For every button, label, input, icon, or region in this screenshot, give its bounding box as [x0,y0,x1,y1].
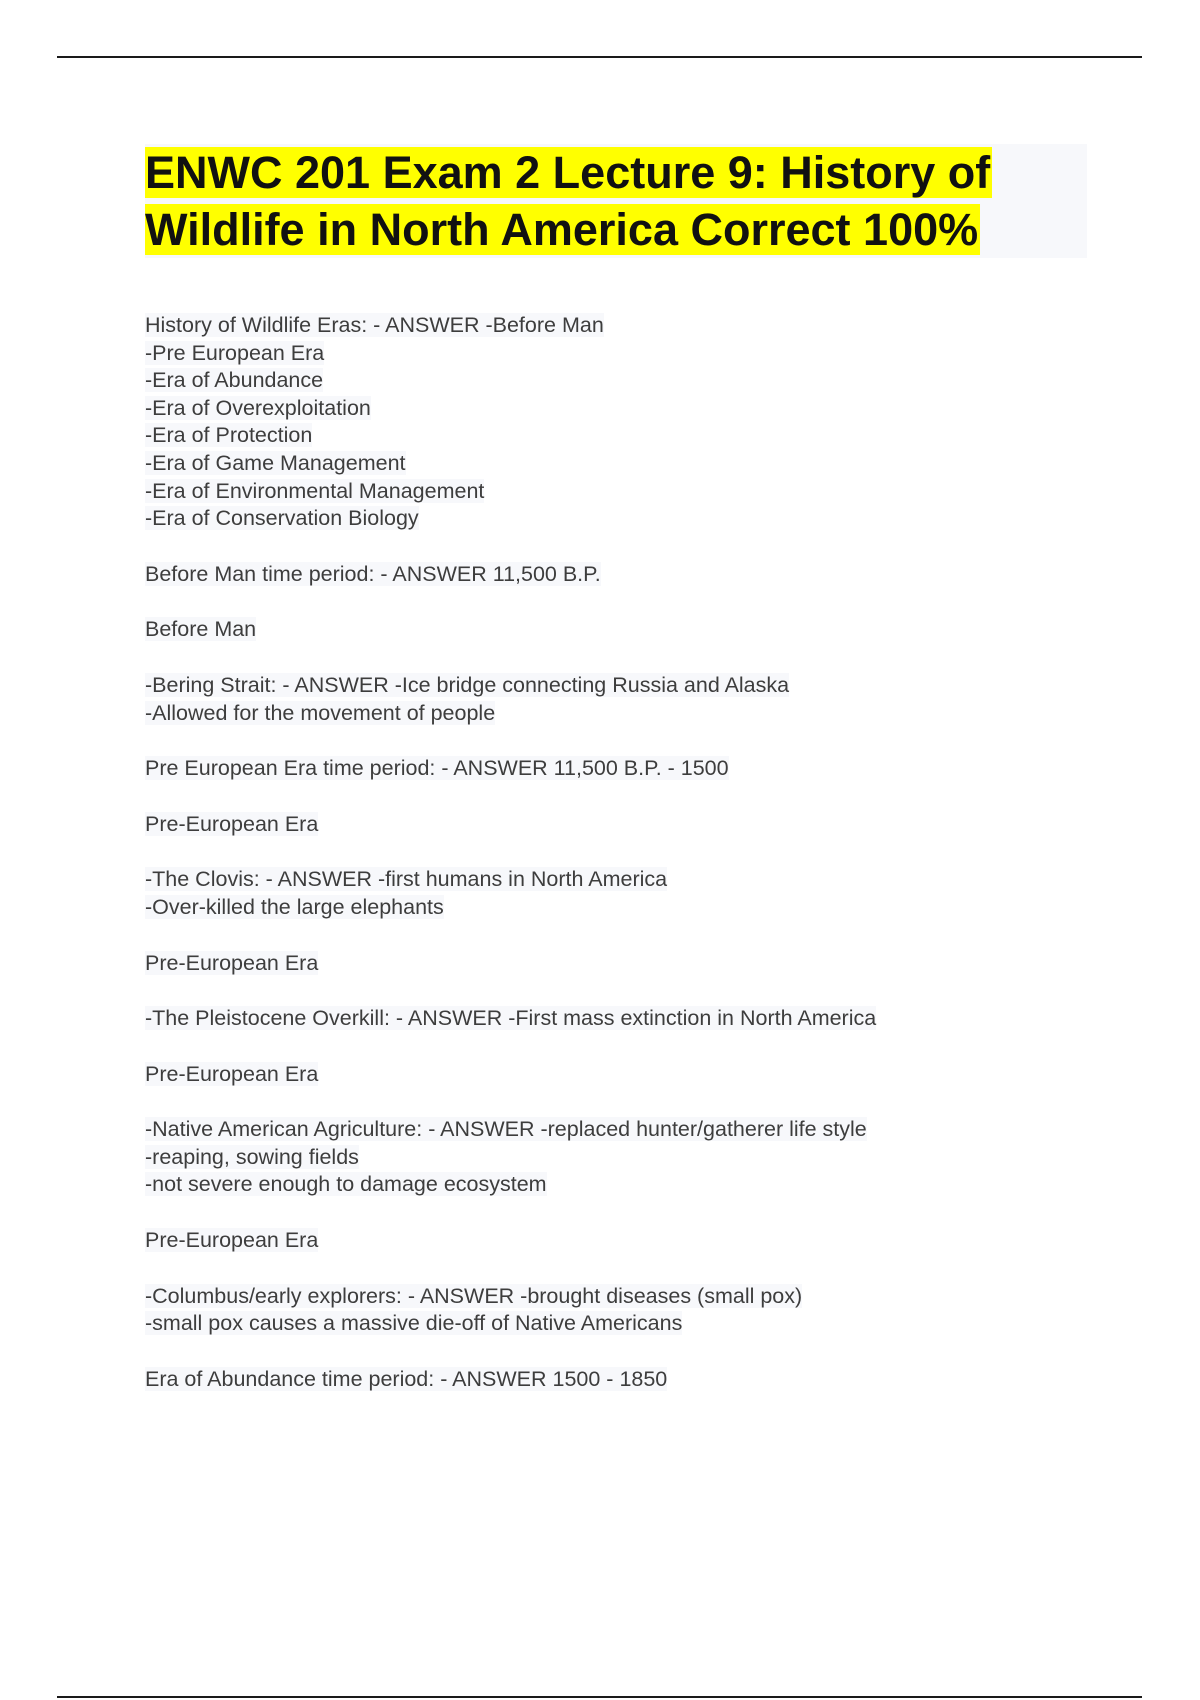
text-line: -not severe enough to damage ecosystem [145,1172,547,1197]
text-line: -small pox causes a massive die-off of Native Americans [145,1311,683,1336]
text-line: -The Clovis: - ANSWER -first humans in North America [145,867,668,892]
qa-block [145,1005,1105,1033]
qa-block [145,561,1105,589]
text-line: History of Wildlife Eras: - ANSWER -Before Man [145,313,604,337]
qa-block [145,672,1105,727]
title-line-1: ENWC 201 Exam 2 Lecture 9: History of [145,147,991,198]
qa-block [145,1366,1105,1394]
qa-block [145,755,1105,783]
text-line: -Era of Protection [145,423,313,448]
text-line: -Pre European Era [145,340,325,365]
text-line: Era of Abundance time period: - ANSWER 1500 - 1850 [145,1366,668,1391]
qa-block [145,811,1105,839]
text-line: Pre-European Era [145,811,319,836]
document-title [145,144,1087,258]
text-line: Pre-European Era [145,950,319,975]
title-area [145,144,1087,258]
text-line: -Allowed for the movement of people [145,700,496,725]
text-line: -Columbus/early explorers: - ANSWER -brought diseases (small pox) [145,1283,803,1308]
text-line: Pre-European Era [145,1061,319,1086]
qa-block [145,616,1105,644]
text-line: Before Man time period: - ANSWER 11,500 B.P. [145,561,601,586]
qa-block [145,1061,1105,1089]
top-rule [57,56,1142,58]
qa-block [145,1227,1105,1255]
text-line: -reaping, sowing fields [145,1144,359,1169]
text-line: -Era of Abundance [145,368,324,393]
text-line: -Era of Conservation Biology [145,506,419,531]
text-line: -The Pleistocene Overkill: - ANSWER -First mass extinction in North America [145,1006,877,1031]
bottom-rule [57,1696,1142,1698]
text-line: -Era of Environmental Management [145,478,485,503]
qa-block [145,312,1105,533]
text-line: -Native American Agriculture: - ANSWER -replaced hunter/gatherer life style [145,1117,867,1142]
text-line: Pre European Era time period: - ANSWER 11,500 B.P. - 1500 [145,756,729,781]
qa-block [145,950,1105,978]
qa-block [145,866,1105,921]
text-line: Before Man [145,617,257,642]
text-line: -Over-killed the large elephants [145,894,444,919]
qa-block [145,1283,1105,1338]
text-line: -Era of Overexploitation [145,395,371,420]
text-line: Pre-European Era [145,1228,319,1253]
text-line: -Era of Game Management [145,450,406,475]
document-body [145,312,1105,1421]
qa-block [145,1116,1105,1199]
title-line-2: Wildlife in North America Correct 100% [145,204,979,255]
text-line: -Bering Strait: - ANSWER -Ice bridge connecting Russia and Alaska [145,672,790,697]
